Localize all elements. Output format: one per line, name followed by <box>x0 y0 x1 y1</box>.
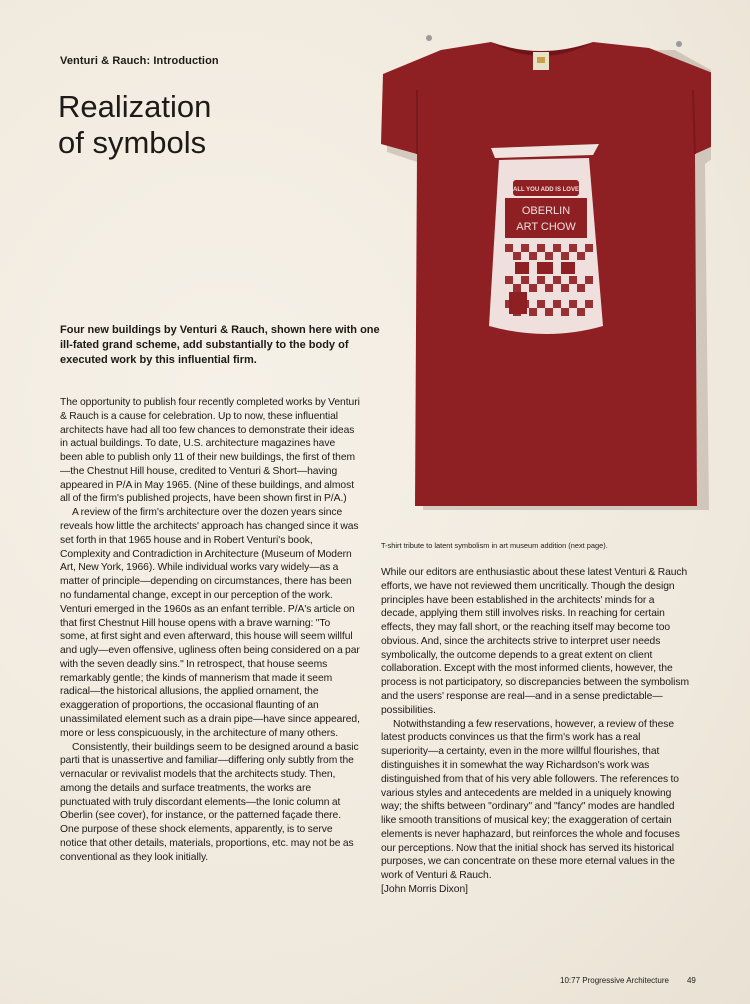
tshirt-photo <box>381 30 711 510</box>
photo-caption: T-shirt tribute to latent symbolism in art museum addition (next page). <box>381 541 608 550</box>
article-deck: Four new buildings by Venturi & Rauch, shown here with one ill-fated grand scheme, add substantially to the body of executed work by this influential firm. <box>60 324 380 366</box>
title-line-1: Realization <box>58 89 212 124</box>
body-column-left <box>60 396 360 865</box>
shirt-slogan: ALL YOU ADD IS LOVE <box>513 187 579 193</box>
shirt-text-oberlin: OBERLIN <box>521 205 571 217</box>
section-kicker: Venturi & Rauch: Introduction <box>60 55 219 67</box>
body-paragraph: A review of the firm's architecture over the dozen years since reveals how little the architects' approach has changed since it was set forth in that 1965 house and in Robert Venturi's book, Complexity and Contradiction in Architecture (Museum of Modern Art, New York, 1966). While individual works vary widely—as a matter of principle—depending on circumstances, there has been no fundamental change, except in our perception of the work. Venturi emerged in the 1960s as an enfant terrible. P/A's article on that first Chestnut Hill house opens with a brave warning: "To some, at first sight and even afterward, this house will seem willful and ugly—even offensive, ugliness often being considered on a par with the seven deadly sins." In retrospect, that house seems remarkably gentle; the kinds of mannerism that made it seem radical—the historical allusions, the applied ornament, the exaggeration of proportions, the occasional flaunting of an unassimilated element such as a drain pipe—have since appeared, more or less conspicuously, in the architecture of many others. <box>60 507 360 739</box>
body-paragraph: Notwithstanding a few reservations, however, a review of these latest products convinces us that the firm's work has a real superiority—a certainty, even in the more willful flourishes, that distinguishes it in somewhat the way Richardson's work was distinguished from that of his very able followers. The references to various styles and antecedents are melded in a uniquely knowing way; the shifts between "ordinary" and "fancy" modes are handled like smooth transitions of musical key; the exaggeration of certain elements is never haphazard, but reinforces the whole and focuses our perceptions. Now that the initial shock has served its historical purposes, we can concentrate on these more eternal values in the work of Venturi & Rauch. <box>381 718 680 882</box>
body-paragraph: Consistently, their buildings seem to be designed around a basic parti that is unassertive and familiar—differing only subtly from the vernacular or revivalist models that the architects study. Then, among the details and surface treatments, the works are punctuated with truly discordant elements—the Ionic column at Oberlin (see cover), for instance, or the patterned façade there. One purpose of these shock elements, apparently, is to serve notice that other details, materials, proportions, etc. may not be as conventional as they look initially. <box>60 741 359 863</box>
body-paragraph: While our editors are enthusiastic about these latest Venturi & Rauch efforts, we have not reviewed them uncritically. Though the design principles have been established in the architects' minds for a decade, applying them still involves risks. In reaching for certain effects, they may fall short, or the reaching itself may become too obvious. And, since the architects strive to interpret user needs symbolically, the outcome depends to a great extent on client collaboration. Except with the most informed clients, however, the process is not participatory, so discrepancies between the symbolism and the users' response are real—and in a sense predictable—possibilities. <box>381 567 689 716</box>
body-paragraph: The opportunity to publish four recently completed works by Venturi & Rauch is a cause for celebration. Up to now, these influential architects have had all too few chances to demonstrate their ideas in actual buildings. To date, U.S. architecture magazines have been able to publish only 11 of their new buildings, the first of them—the Chestnut Hill house, credited to Venturi & Short—having appeared in P/A in May 1965. (Nine of these buildings, and almost all of the firm's published projects, have been shown first in P/A.) <box>60 397 360 505</box>
tshirt-illustration <box>381 30 711 510</box>
title-line-2: of symbols <box>58 125 207 160</box>
issue-label: 10:77 Progressive Architecture <box>560 976 669 985</box>
article-title <box>58 89 318 161</box>
author-credit: [John Morris Dixon] <box>381 883 468 895</box>
page-footer <box>560 976 696 985</box>
page-number: 49 <box>686 976 696 985</box>
body-column-right <box>381 566 689 897</box>
shirt-text-art-chow: ART CHOW <box>516 221 576 233</box>
